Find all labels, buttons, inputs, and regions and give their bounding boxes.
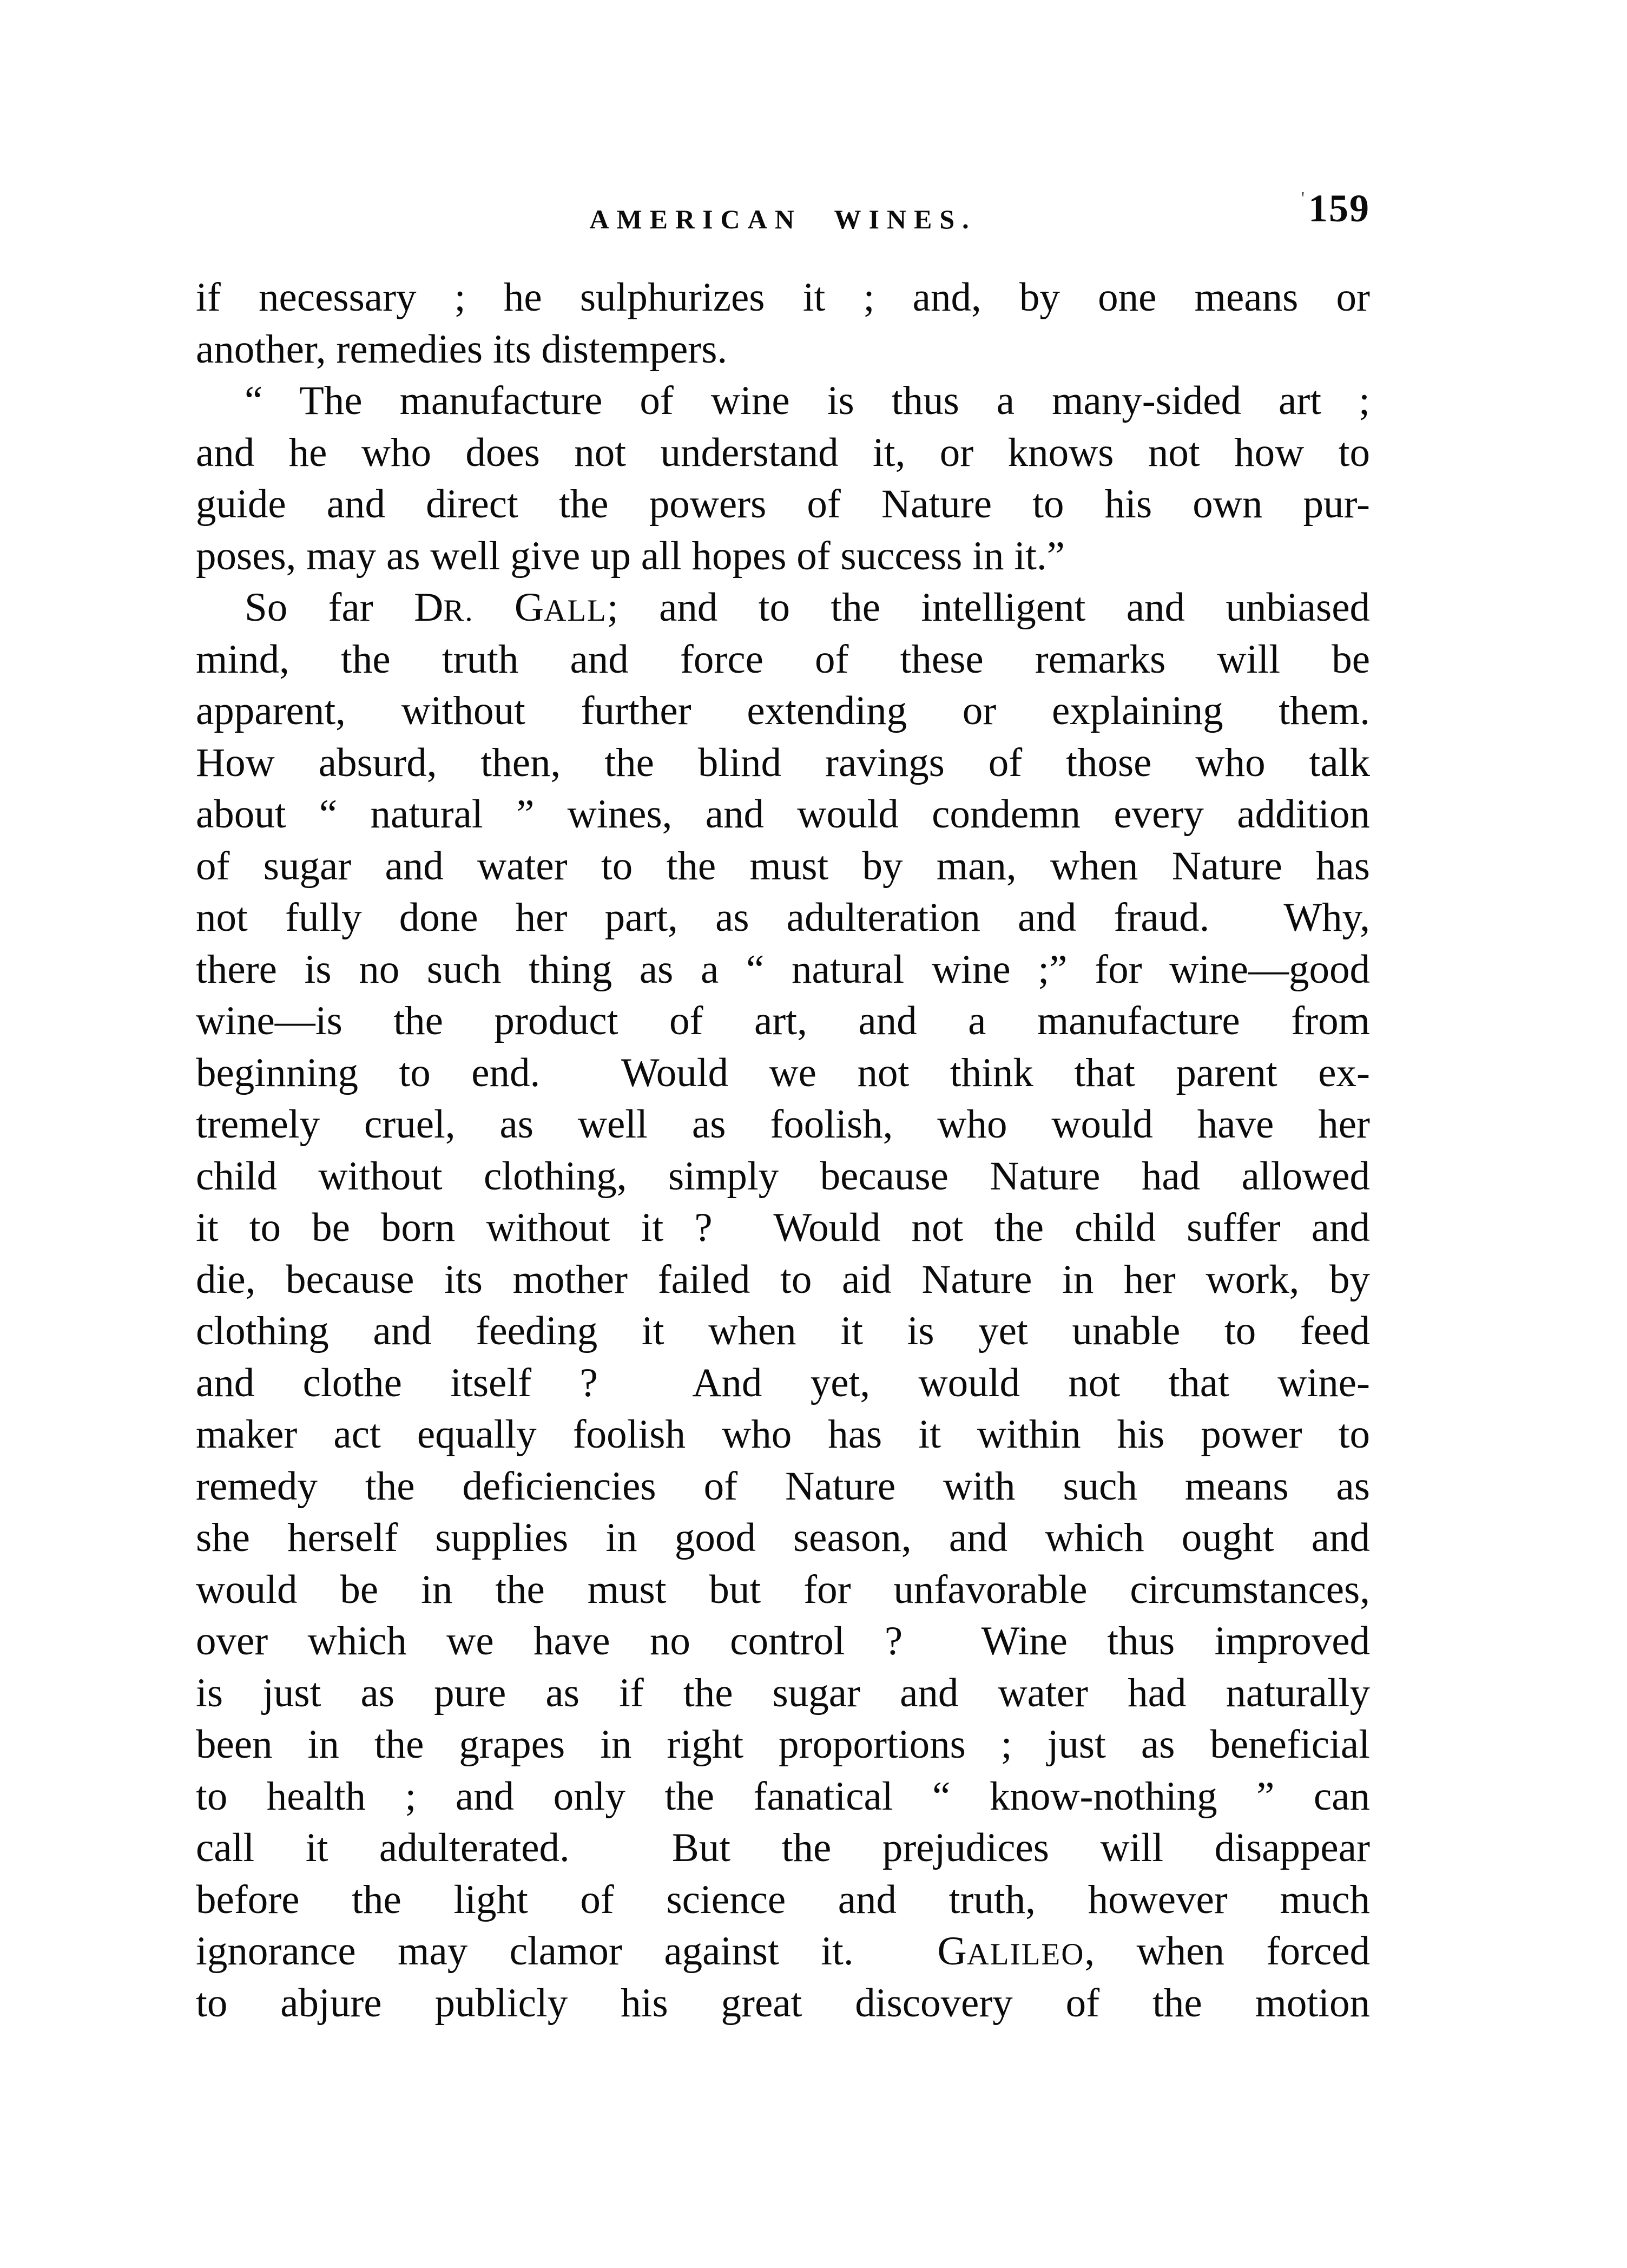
page-body xyxy=(196,272,1370,2029)
text-line xyxy=(196,634,1370,686)
text-segment: clothing and feeding it when it is yet unable to feed xyxy=(196,1309,1370,1353)
text-segment: before the light of science and truth, however much xyxy=(196,1877,1370,1922)
text-line xyxy=(196,1874,1370,1926)
text-segment: of sugar and water to the must by man, when Nature has xyxy=(196,843,1370,889)
text-line xyxy=(196,1409,1370,1461)
text-segment: apparent, without further extending or explaining them. xyxy=(196,688,1370,733)
text-segment: So far D xyxy=(245,585,444,630)
small-caps-text: ALL xyxy=(544,594,607,628)
text-line xyxy=(196,995,1370,1047)
text-line xyxy=(196,582,1370,634)
text-line xyxy=(196,1357,1370,1409)
text-segment: maker act equally foolish who has it within his power to xyxy=(196,1412,1370,1457)
text-line xyxy=(196,375,1370,427)
page-number-value: 159 xyxy=(1308,187,1370,230)
text-line xyxy=(196,1771,1370,1823)
text-segment: would be in the must but for unfavorable circumstances, xyxy=(196,1567,1370,1612)
text-segment: and clothe itself ? And yet, would not that wine- xyxy=(196,1360,1370,1405)
text-segment: guide and direct the powers of Nature to his own pur- xyxy=(196,482,1370,527)
text-segment: ; and to the intelligent and unbiased xyxy=(607,585,1370,630)
text-line xyxy=(196,1564,1370,1616)
text-segment: another, remedies its distempers. xyxy=(196,326,728,372)
text-segment: there is no such thing as a “ natural wine ;” for wine—good xyxy=(196,946,1370,992)
page-header xyxy=(196,187,1370,240)
text-line xyxy=(196,1667,1370,1719)
text-line xyxy=(196,944,1370,996)
text-line xyxy=(196,1925,1370,1977)
text-line xyxy=(196,1305,1370,1357)
text-segment: remedy the deficiencies of Nature with such means as xyxy=(196,1463,1370,1509)
text-line xyxy=(196,272,1370,324)
text-segment: call it adulterated. But the prejudices will disappear xyxy=(196,1825,1370,1870)
text-line xyxy=(196,530,1370,582)
text-line xyxy=(196,1615,1370,1667)
print-artifact-tick: ' xyxy=(1301,188,1306,208)
text-segment: been in the grapes in right proportions ; just as beneficial xyxy=(196,1722,1370,1767)
text-line xyxy=(196,737,1370,789)
text-segment: , when forced xyxy=(1084,1929,1370,1974)
running-head: AMERICAN WINES. xyxy=(589,204,977,234)
text-line xyxy=(196,685,1370,737)
text-segment: over which we have no control ? Wine thus improved xyxy=(196,1619,1370,1664)
text-line xyxy=(196,1719,1370,1771)
text-line xyxy=(196,1047,1370,1099)
text-segment: die, because its mother failed to aid Nature in her work, by xyxy=(196,1257,1370,1302)
text-segment: beginning to end. Would we not think that parent ex- xyxy=(196,1050,1370,1095)
text-line xyxy=(196,1254,1370,1306)
text-line xyxy=(196,1512,1370,1564)
text-segment: How absurd, then, the blind ravings of those who talk xyxy=(196,740,1370,785)
text-line xyxy=(196,788,1370,840)
small-caps-text: ALILEO xyxy=(966,1937,1085,1971)
text-block xyxy=(196,187,1370,2029)
text-line xyxy=(196,324,1370,376)
text-segment: she herself supplies in good season, and which ought and xyxy=(196,1515,1370,1560)
text-segment: child without clothing, simply because Nature had allowed xyxy=(196,1153,1370,1199)
text-segment: not fully done her part, as adulteration and fraud. Why, xyxy=(196,895,1370,940)
text-segment: it to be born without it ? Would not the child suffer and xyxy=(196,1205,1370,1250)
small-caps-text: R. xyxy=(443,594,474,628)
page-number xyxy=(1301,186,1370,231)
text-line xyxy=(196,1202,1370,1254)
text-segment: wine—is the product of art, and a manufacture from xyxy=(196,998,1370,1043)
text-segment: and he who does not understand it, or knows not how to xyxy=(196,430,1370,475)
text-segment: about “ natural ” wines, and would condemn every addition xyxy=(196,792,1370,837)
text-segment: G xyxy=(473,585,544,630)
text-segment: if necessary ; he sulphurizes it ; and, by one means or xyxy=(196,275,1370,320)
text-line xyxy=(196,427,1370,479)
text-line xyxy=(196,840,1370,892)
text-segment: poses, may as well give up all hopes of success in it.” xyxy=(196,533,1065,578)
text-line xyxy=(196,1977,1370,2029)
text-line xyxy=(196,1461,1370,1513)
text-line xyxy=(196,1822,1370,1874)
text-segment: to abjure publicly his great discovery of the motion xyxy=(196,1980,1370,2026)
text-segment: is just as pure as if the sugar and water had naturally xyxy=(196,1670,1370,1715)
text-segment: “ The manufacture of wine is thus a many-sided art ; xyxy=(245,378,1370,423)
text-segment: mind, the truth and force of these remarks will be xyxy=(196,636,1370,682)
text-segment: ignorance may clamor against it. G xyxy=(196,1929,967,1974)
text-segment: to health ; and only the fanatical “ know-nothing ” can xyxy=(196,1773,1370,1819)
text-line xyxy=(196,1099,1370,1151)
text-line xyxy=(196,892,1370,944)
text-line xyxy=(196,1151,1370,1202)
text-line xyxy=(196,478,1370,530)
text-segment: tremely cruel, as well as foolish, who would have her xyxy=(196,1102,1370,1147)
